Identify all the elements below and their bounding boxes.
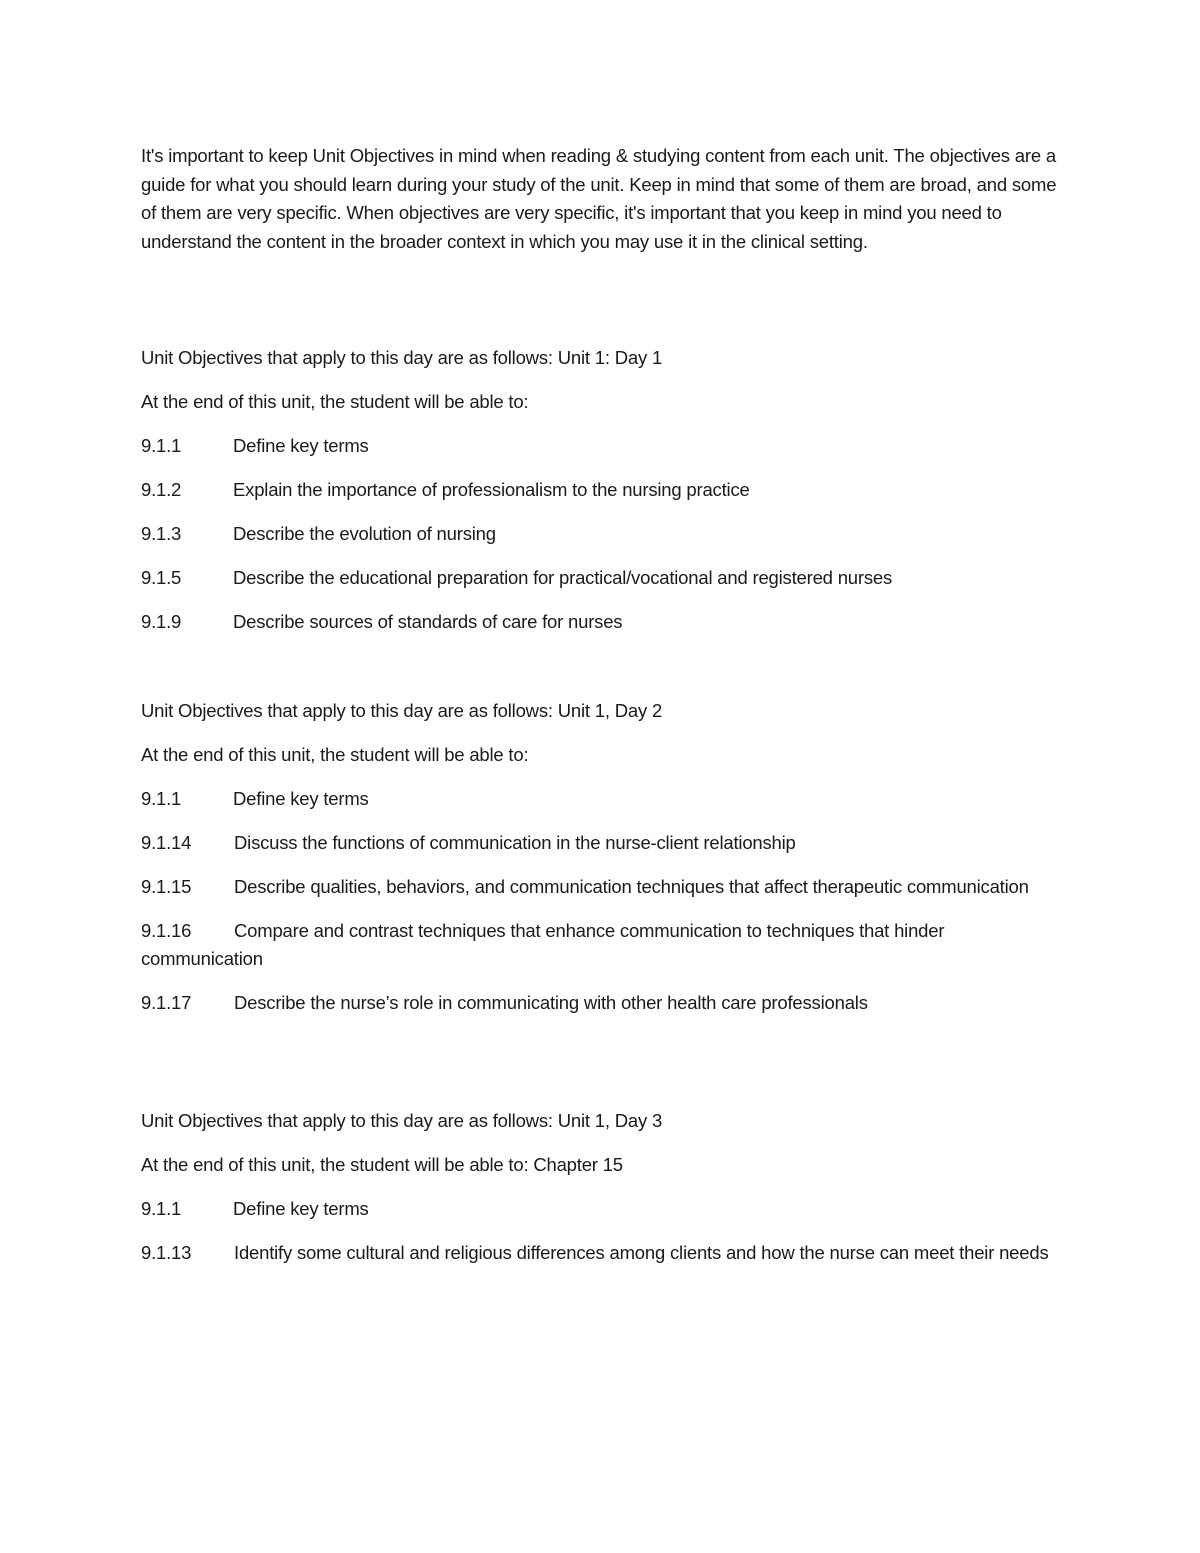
objective-text: Describe sources of standards of care for nurses xyxy=(233,611,623,632)
objective-code: 9.1.17 xyxy=(141,992,192,1013)
objective-text: Describe the nurse’s role in communicating with other health care professionals xyxy=(234,992,868,1013)
section-day-1 xyxy=(141,344,1071,636)
objective-code: 9.1.1 xyxy=(141,788,182,809)
objective-code: 9.1.5 xyxy=(141,567,182,588)
objective-code: 9.1.13 xyxy=(141,1242,192,1263)
objective-text: Discuss the functions of communication in the nurse-client relationship xyxy=(234,832,796,853)
objective-text: Explain the importance of professionalism to the nursing practice xyxy=(233,479,750,500)
objective-item xyxy=(141,1195,1071,1223)
section-heading: Unit Objectives that apply to this day are as follows: Unit 1, Day 3 xyxy=(141,1110,663,1131)
objective-code: 9.1.1 xyxy=(141,1198,182,1219)
objective-text: Define key terms xyxy=(233,788,369,809)
objective-code: 9.1.3 xyxy=(141,523,182,544)
section-day-2 xyxy=(141,697,1071,1017)
objective-item xyxy=(141,785,1071,813)
objective-text: Compare and contrast techniques that enhance communication to techniques that hinder communication xyxy=(141,920,945,969)
section-heading: Unit Objectives that apply to this day are as follows: Unit 1: Day 1 xyxy=(141,347,663,368)
intro-paragraph: It's important to keep Unit Objectives in mind when reading & studying content from each unit. The objectives are a guide for what you should learn during your study of the unit. Keep in mind that some of them are broad, and some of them are very specific. When objectives are very specific, it's important that you keep in mind you need to understand the content in the broader context in which you may use it in the clinical setting. xyxy=(141,145,1057,252)
objective-item xyxy=(141,520,1071,548)
objective-text: Define key terms xyxy=(233,435,369,456)
objective-item xyxy=(141,829,1071,857)
objective-item xyxy=(141,917,1071,973)
objective-code: 9.1.1 xyxy=(141,435,182,456)
objective-item xyxy=(141,564,1071,592)
objective-code: 9.1.14 xyxy=(141,832,192,853)
objective-code: 9.1.16 xyxy=(141,920,192,941)
objective-item xyxy=(141,873,1071,901)
section-day-3 xyxy=(141,1107,1071,1283)
objective-item xyxy=(141,476,1071,504)
objective-item xyxy=(141,989,1071,1017)
objective-text: Describe the evolution of nursing xyxy=(233,523,496,544)
section-lead: At the end of this unit, the student will be able to: xyxy=(141,744,529,765)
section-lead: At the end of this unit, the student will be able to: xyxy=(141,391,529,412)
objective-text: Describe the educational preparation for practical/vocational and registered nurses xyxy=(233,567,893,588)
section-lead: At the end of this unit, the student will be able to: Chapter 15 xyxy=(141,1154,623,1175)
objective-code: 9.1.2 xyxy=(141,479,182,500)
objective-item xyxy=(141,432,1071,460)
objective-text: Identify some cultural and religious differences among clients and how the nurse can meet their needs xyxy=(234,1242,1049,1263)
objective-text: Describe qualities, behaviors, and communication techniques that affect therapeutic communication xyxy=(234,876,1029,897)
objective-text: Define key terms xyxy=(233,1198,369,1219)
objective-code: 9.1.9 xyxy=(141,611,182,632)
objective-item xyxy=(141,608,1071,636)
objective-item xyxy=(141,1239,1071,1267)
section-heading: Unit Objectives that apply to this day are as follows: Unit 1, Day 2 xyxy=(141,700,663,721)
objective-code: 9.1.15 xyxy=(141,876,192,897)
